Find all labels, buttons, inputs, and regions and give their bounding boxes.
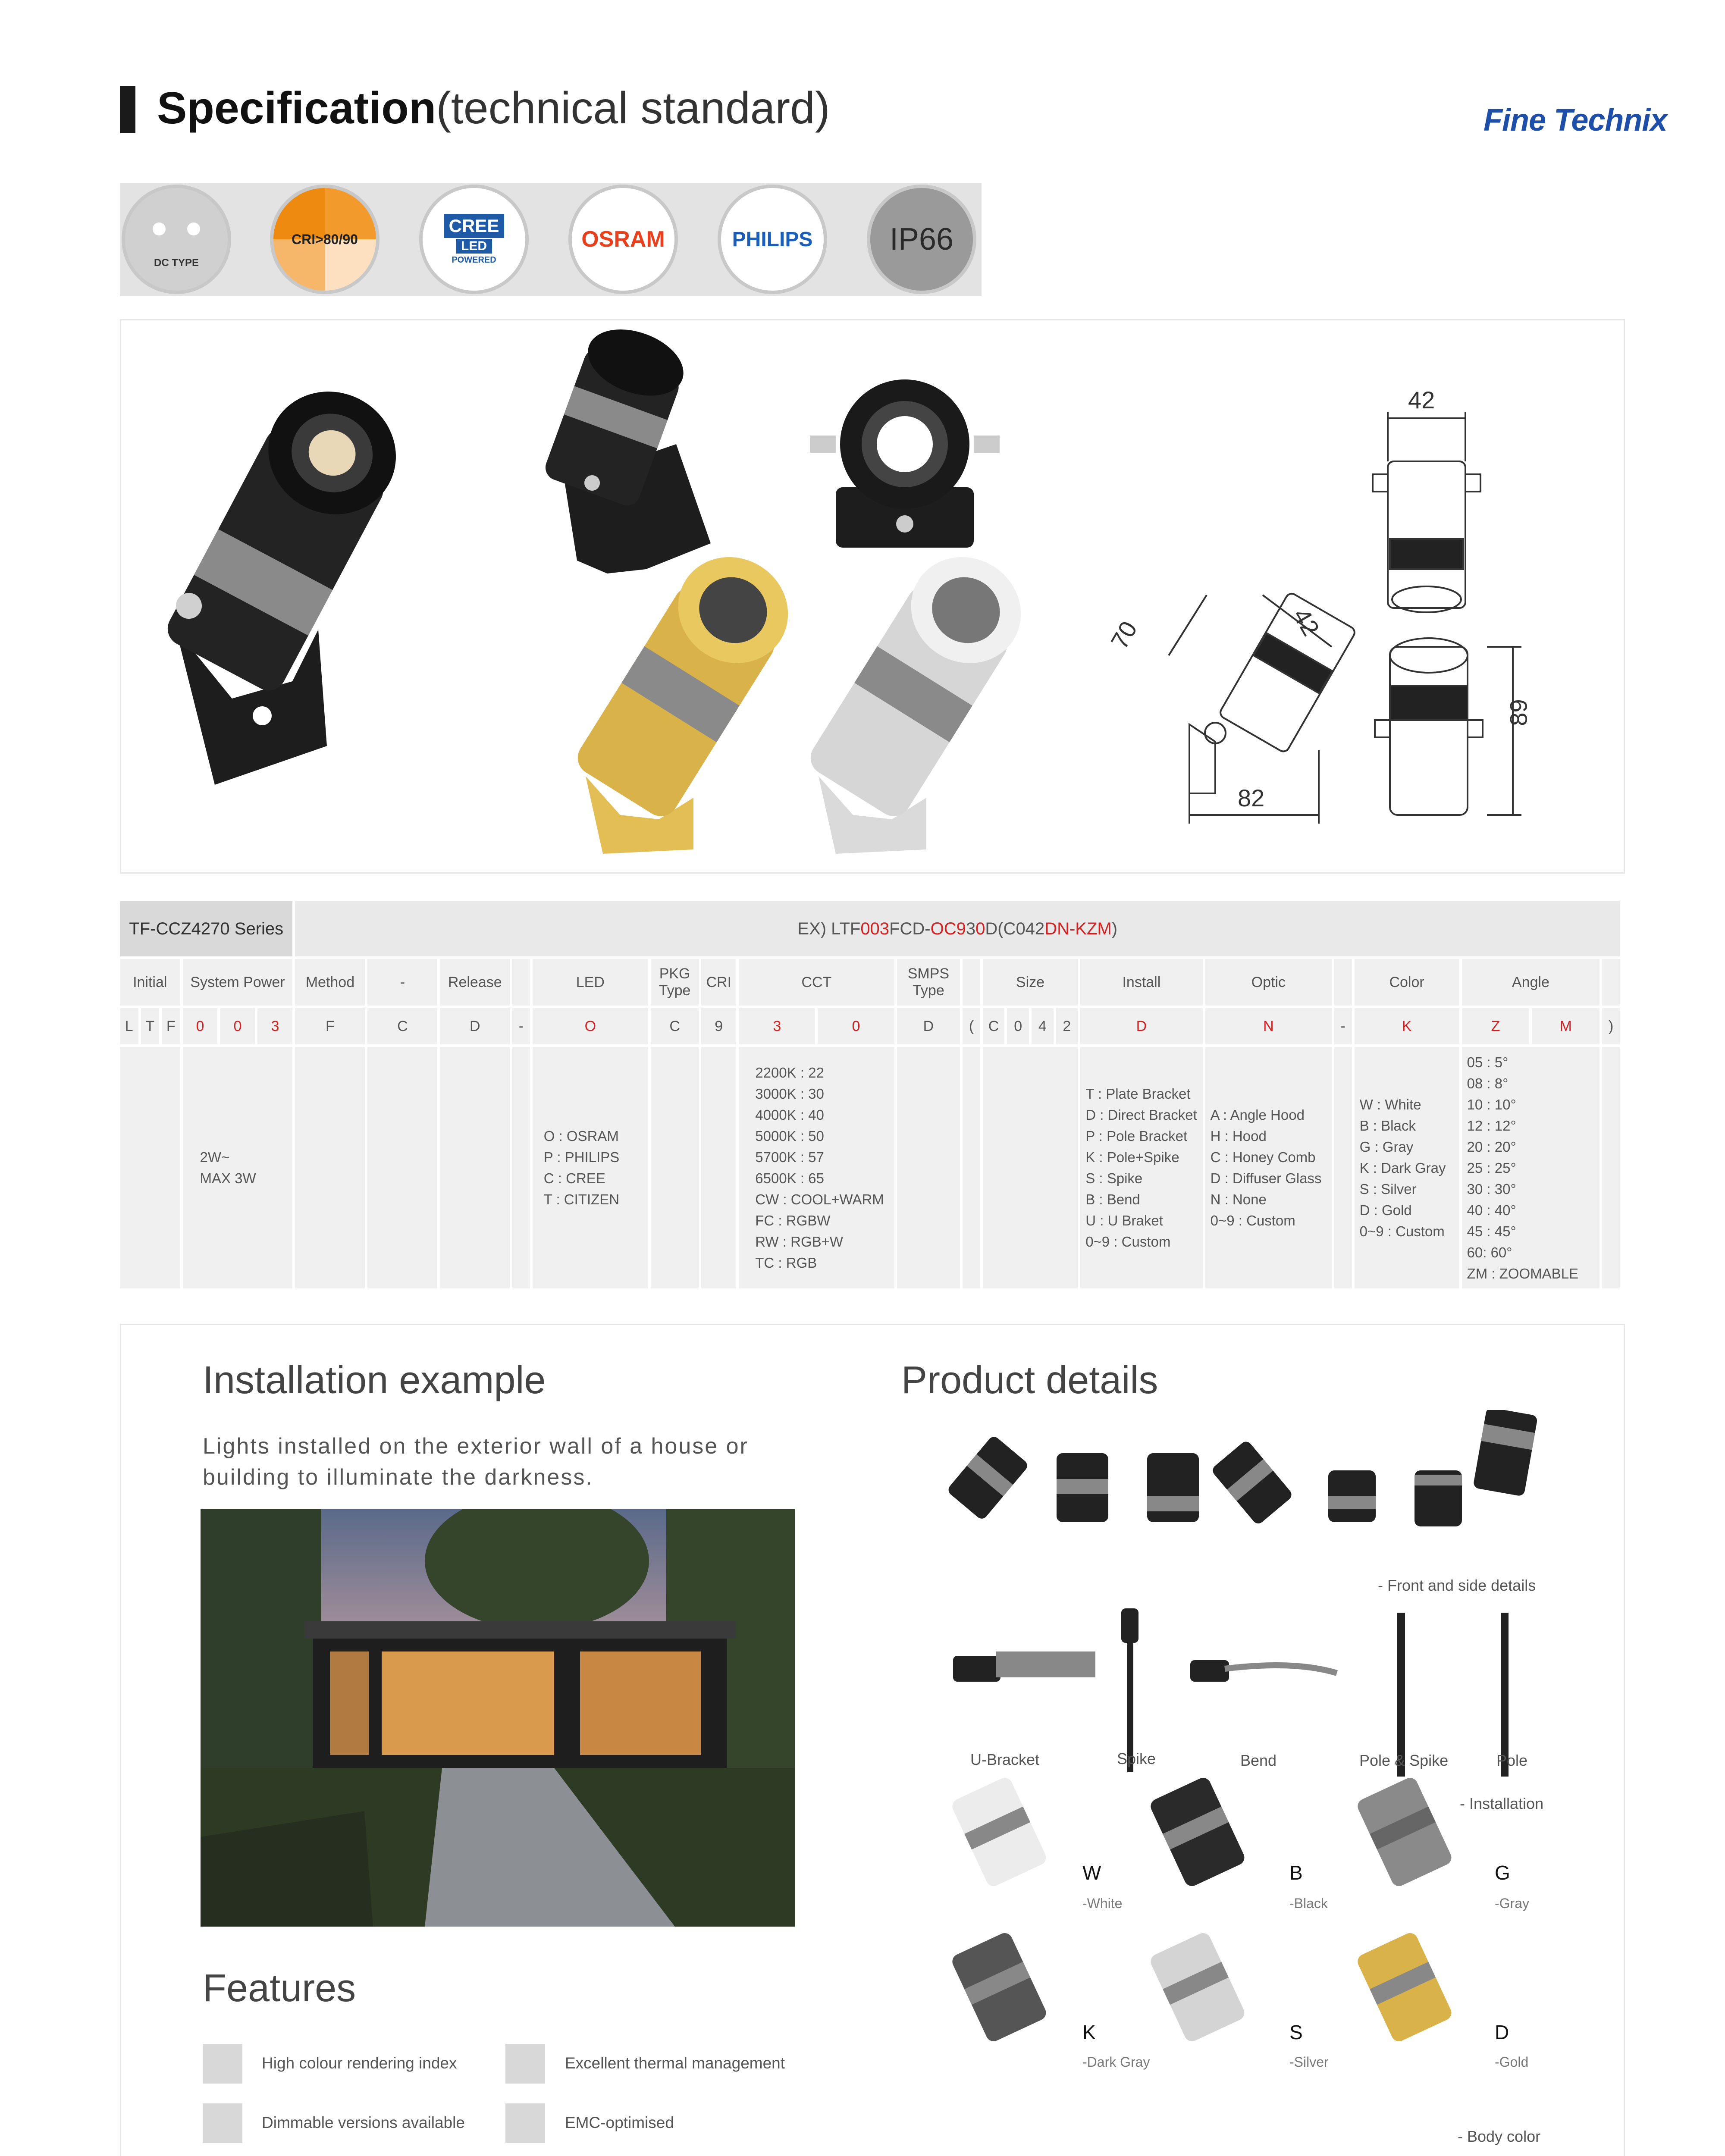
code-character: L xyxy=(120,1006,138,1044)
example-code-part: 0 xyxy=(975,919,985,938)
desc-smps xyxy=(897,1044,960,1288)
color-name: -Silver xyxy=(1289,2054,1329,2070)
example-code-part: OC9 xyxy=(930,919,966,938)
desc-install-line: P : Pole Bracket xyxy=(1085,1128,1188,1144)
dc-type-badge xyxy=(122,185,231,294)
header-spacer xyxy=(1334,956,1352,1006)
desc-install xyxy=(1080,1044,1202,1288)
color-name: -Dark Gray xyxy=(1082,2054,1150,2070)
brand-logo xyxy=(1484,103,1667,138)
cri-feature-icon xyxy=(203,2044,242,2084)
product-renders xyxy=(120,319,1625,874)
installation-photo xyxy=(201,1509,795,1927)
feature-item: EMC-optimised xyxy=(565,2114,674,2131)
desc-angle xyxy=(1462,1044,1600,1288)
osram-label: OSRAM xyxy=(581,227,665,252)
dc-pin-icon xyxy=(187,222,200,235)
color-letter: B xyxy=(1289,1861,1303,1884)
product-details-title: Product details xyxy=(901,1359,1158,1402)
code-character: - xyxy=(512,1006,530,1044)
mount-label: Spike xyxy=(1117,1750,1156,1767)
installation-caption: - Installation xyxy=(1460,1795,1544,1812)
color-letter: G xyxy=(1495,1861,1510,1884)
example-code-part: ) xyxy=(1111,919,1118,938)
desc-color-line: K : Dark Gray xyxy=(1359,1159,1446,1176)
color-letter: W xyxy=(1082,1861,1101,1884)
code-character: 2 xyxy=(1056,1006,1078,1044)
desc-spacer xyxy=(963,1044,980,1288)
code-character: - xyxy=(1334,1006,1352,1044)
dim-height: 89 xyxy=(1505,699,1532,726)
desc-led xyxy=(533,1044,648,1288)
code-character: M xyxy=(1532,1006,1600,1044)
desc-cct-line: 2200K : 22 xyxy=(755,1065,824,1081)
header-spacer xyxy=(1602,956,1620,1006)
code-character: D xyxy=(440,1006,510,1044)
brand-logo-part2: Technix xyxy=(1554,103,1667,138)
code-character: C xyxy=(367,1006,437,1044)
desc-angle-line: 08 : 8° xyxy=(1467,1075,1509,1091)
desc-angle-line: 20 : 20° xyxy=(1467,1138,1516,1155)
page-title-main: Specification xyxy=(157,83,436,133)
header-angle: Angle xyxy=(1462,956,1600,1006)
desc-cct-line: CW : COOL+WARM xyxy=(755,1191,884,1207)
code-character: D xyxy=(1080,1006,1202,1044)
desc-spacer xyxy=(1334,1044,1352,1288)
desc-color-line: S : Silver xyxy=(1359,1181,1417,1197)
cree-led-label: LED xyxy=(456,239,492,254)
desc-install-line: B : Bend xyxy=(1085,1191,1140,1207)
desc-cct-line: 3000K : 30 xyxy=(755,1086,824,1102)
desc-initial xyxy=(120,1044,180,1288)
technical-drawing-front xyxy=(1375,638,1521,815)
desc-optic-line: 0~9 : Custom xyxy=(1210,1213,1295,1228)
example-code xyxy=(295,901,1620,956)
desc-power xyxy=(183,1044,293,1288)
desc-install-line: S : Spike xyxy=(1085,1170,1143,1186)
spotlight-black-large xyxy=(162,369,418,785)
philips-label: PHILIPS xyxy=(732,228,813,251)
desc-optic-line: C : Honey Comb xyxy=(1210,1149,1316,1165)
desc-cct-line: FC : RGBW xyxy=(755,1213,831,1228)
header-release: Release xyxy=(440,956,510,1006)
code-character: 3 xyxy=(257,1006,292,1044)
dc-pin-icon xyxy=(153,222,166,235)
code-character: C xyxy=(983,1006,1005,1044)
mount-label: Bend xyxy=(1240,1752,1277,1769)
desc-spacer xyxy=(1602,1044,1620,1288)
features-title: Features xyxy=(203,1967,356,2010)
desc-cct-line: 6500K : 65 xyxy=(755,1170,824,1186)
desc-optic-line: H : Hood xyxy=(1210,1128,1267,1144)
code-character: K xyxy=(1355,1006,1459,1044)
desc-optic-line: A : Angle Hood xyxy=(1210,1107,1305,1123)
desc-optic xyxy=(1205,1044,1332,1288)
brand-logo-part1: Fine xyxy=(1484,103,1554,138)
code-character: 0 xyxy=(220,1006,255,1044)
code-character: 0 xyxy=(1007,1006,1029,1044)
desc-angle-line: 30 : 30° xyxy=(1467,1181,1516,1197)
desc-cct-line: 4000K : 40 xyxy=(755,1107,824,1123)
dim-top-width: 42 xyxy=(1408,386,1435,414)
ip66-badge xyxy=(867,185,976,294)
desc-color-line: G : Gray xyxy=(1359,1138,1414,1155)
feature-item: Dimmable versions available xyxy=(262,2114,465,2131)
installation-title: Installation example xyxy=(203,1359,546,1402)
desc-spacer xyxy=(512,1044,530,1288)
desc-cri xyxy=(701,1044,736,1288)
product-detail-renders xyxy=(940,1410,1574,2152)
code-character: ) xyxy=(1602,1006,1620,1044)
code-character: Z xyxy=(1462,1006,1530,1044)
cree-powered-label: POWERED xyxy=(452,255,496,265)
mount-label: Pole & Spike xyxy=(1359,1752,1449,1769)
spotlight-black-front xyxy=(810,379,1000,548)
header-optic: Optic xyxy=(1205,956,1332,1006)
desc-color-line: W : White xyxy=(1359,1096,1421,1112)
color-name: -Gray xyxy=(1495,1896,1529,1911)
code-character: F xyxy=(295,1006,365,1044)
header-initial: Initial xyxy=(120,956,180,1006)
header-method: Method xyxy=(295,956,365,1006)
dim-side-a: 70 xyxy=(1105,616,1143,654)
installation-text: Lights installed on the exterior wall of a house or building to illuminate the darkness. xyxy=(203,1434,749,1490)
osram-badge xyxy=(568,185,678,294)
color-letter: D xyxy=(1495,2021,1509,2043)
thermal-feature-icon xyxy=(505,2044,545,2084)
spotlight-silver xyxy=(804,536,1041,854)
desc-color-line: 0~9 : Custom xyxy=(1359,1223,1445,1239)
dim-base: 82 xyxy=(1238,784,1265,812)
desc-angle-line: 25 : 25° xyxy=(1467,1159,1516,1176)
power-line: MAX 3W xyxy=(200,1170,256,1186)
power-line: 2W~ xyxy=(200,1149,230,1165)
cri-badge xyxy=(270,185,380,294)
front-side-caption: - Front and side details xyxy=(1378,1576,1536,1594)
page-title xyxy=(157,80,830,136)
desc-angle-line: 45 : 45° xyxy=(1467,1223,1516,1239)
desc-angle-line: ZM : ZOOMABLE xyxy=(1467,1265,1579,1282)
mount-label: Pole xyxy=(1496,1752,1528,1769)
code-character: C xyxy=(651,1006,699,1044)
desc-angle-line: 40 : 40° xyxy=(1467,1202,1516,1218)
page-title-sub-text: (technical standard) xyxy=(436,83,830,133)
spotlight-black-small xyxy=(542,319,711,573)
title-accent-bar xyxy=(120,86,135,133)
desc-led-line: C : CREE xyxy=(543,1170,605,1186)
desc-color-line: B : Black xyxy=(1359,1117,1416,1134)
desc-install-line: T : Plate Bracket xyxy=(1085,1086,1191,1102)
desc-color-line: D : Gold xyxy=(1359,1202,1412,1218)
code-character: 0 xyxy=(183,1006,218,1044)
series-name: TF-CCZ4270 Series xyxy=(120,901,292,956)
desc-size xyxy=(983,1044,1078,1288)
code-character: O xyxy=(533,1006,648,1044)
desc-angle-line: 12 : 12° xyxy=(1467,1117,1516,1134)
header-install: Install xyxy=(1080,956,1202,1006)
desc-led-line: O : OSRAM xyxy=(543,1128,619,1144)
color-letter: K xyxy=(1082,2021,1096,2043)
code-character: 4 xyxy=(1032,1006,1054,1044)
header-power: System Power xyxy=(183,956,293,1006)
header-spacer xyxy=(963,956,980,1006)
philips-badge xyxy=(718,185,827,294)
spotlight-gold xyxy=(571,536,808,854)
desc-release xyxy=(440,1044,510,1288)
emc-feature-icon xyxy=(505,2103,545,2143)
header-pkg: PKG Type xyxy=(651,956,699,1006)
desc-cct-line: RW : RGB+W xyxy=(755,1234,844,1250)
example-code-part: 003 xyxy=(860,919,890,938)
dc-type-label: DC TYPE xyxy=(154,257,199,269)
header-smps: SMPS Type xyxy=(897,956,960,1006)
header-led: LED xyxy=(533,956,648,1006)
desc-color xyxy=(1355,1044,1459,1288)
body-color-caption: - Body color xyxy=(1458,2128,1541,2145)
example-code-prefix: EX) LTF xyxy=(797,919,861,938)
desc-install-line: U : U Braket xyxy=(1085,1213,1163,1228)
feature-item: High colour rendering index xyxy=(262,2054,457,2072)
desc-dash xyxy=(367,1044,437,1288)
color-letter: S xyxy=(1289,2021,1303,2043)
example-code-part: 3 xyxy=(966,919,976,938)
feature-item: Excellent thermal management xyxy=(565,2054,785,2072)
color-name: -Black xyxy=(1289,1896,1328,1911)
code-character: 3 xyxy=(739,1006,815,1044)
desc-cct-line: TC : RGB xyxy=(755,1255,817,1271)
desc-led-line: T : CITIZEN xyxy=(543,1191,620,1207)
code-character: 0 xyxy=(818,1006,894,1044)
page-title-sub xyxy=(436,83,830,133)
code-character: F xyxy=(162,1006,180,1044)
code-character: D xyxy=(897,1006,960,1044)
header-dash: - xyxy=(367,956,437,1006)
example-code-part: DN-KZM xyxy=(1044,919,1112,938)
desc-cct-line: 5700K : 57 xyxy=(755,1149,824,1165)
certification-badge-strip xyxy=(120,183,982,296)
cree-badge xyxy=(419,185,529,294)
desc-optic-line: N : None xyxy=(1210,1191,1267,1207)
desc-angle-line: 10 : 10° xyxy=(1467,1096,1516,1112)
desc-optic-line: D : Diffuser Glass xyxy=(1210,1170,1322,1186)
code-character: N xyxy=(1205,1006,1332,1044)
desc-install-line: 0~9 : Custom xyxy=(1085,1234,1171,1250)
desc-angle-line: 60: 60° xyxy=(1467,1244,1512,1260)
product-code-table xyxy=(117,901,1622,1288)
code-character: T xyxy=(141,1006,160,1044)
desc-install-line: K : Pole+Spike xyxy=(1085,1149,1179,1165)
dimmable-feature-icon xyxy=(203,2103,242,2143)
desc-led-line: P : PHILIPS xyxy=(543,1149,620,1165)
mount-label: U-Bracket xyxy=(970,1751,1040,1768)
cri-label: CRI>80/90 xyxy=(292,231,358,247)
ip66-label: IP66 xyxy=(889,222,954,257)
desc-pkg xyxy=(651,1044,699,1288)
technical-drawing-top xyxy=(1373,412,1480,612)
header-color: Color xyxy=(1355,956,1459,1006)
color-name: -Gold xyxy=(1495,2054,1529,2070)
cree-label: CREE xyxy=(444,214,505,238)
color-name: -White xyxy=(1082,1896,1123,1911)
example-code-part: FCD- xyxy=(889,919,931,938)
dim-side-b: 42 xyxy=(1288,603,1325,641)
code-character: 9 xyxy=(701,1006,736,1044)
header-cct: CCT xyxy=(739,956,894,1006)
header-cri: CRI xyxy=(701,956,736,1006)
code-character: ( xyxy=(963,1006,980,1044)
desc-cct-line: 5000K : 50 xyxy=(755,1128,824,1144)
desc-method xyxy=(295,1044,365,1288)
example-code-part: D(C042 xyxy=(985,919,1045,938)
desc-cct xyxy=(739,1044,894,1288)
header-size: Size xyxy=(983,956,1078,1006)
desc-install-line: D : Direct Bracket xyxy=(1085,1107,1197,1123)
header-spacer xyxy=(512,956,530,1006)
desc-angle-line: 05 : 5° xyxy=(1467,1054,1509,1070)
